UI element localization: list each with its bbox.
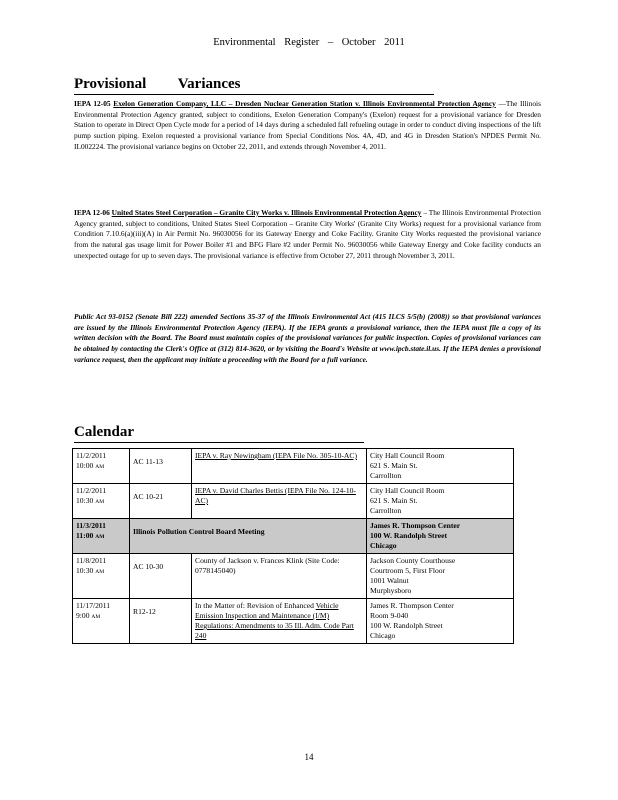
calendar-ampm: AM — [95, 464, 105, 470]
calendar-case-number: AC 10-30 — [130, 554, 192, 599]
running-header: Environmental Register – October 2011 — [213, 37, 405, 48]
calendar-case-caption — [192, 449, 367, 484]
calendar-row — [73, 599, 514, 644]
calendar-heading: Calendar — [74, 424, 134, 440]
calendar-case-caption — [192, 554, 367, 599]
calendar-heading-rule — [74, 442, 364, 443]
calendar-row — [73, 554, 514, 599]
provisional-heading-rule — [74, 94, 434, 95]
calendar-date: 11/8/2011 — [76, 556, 107, 565]
calendar-location-line: 1001 Walnut — [370, 576, 409, 585]
calendar-caption-text: County of Jackson v. Frances Klink (Site Code: 0778145040) — [195, 556, 340, 575]
calendar-location-line: Murphysboro — [370, 586, 412, 595]
calendar-time: 10:30 — [76, 496, 94, 505]
calendar-case-number: AC 10-21 — [130, 484, 192, 519]
calendar-time-line — [76, 496, 126, 507]
calendar-location — [367, 449, 514, 484]
calendar-time: 11:00 — [76, 531, 94, 540]
calendar-location-line: Courtroom 5, First Floor — [370, 566, 446, 575]
calendar-time: 10:00 — [76, 461, 94, 470]
calendar-row — [73, 484, 514, 519]
calendar-location — [367, 484, 514, 519]
calendar-date: 11/3/2011 — [76, 521, 106, 530]
calendar-row-board-meeting — [73, 519, 514, 554]
calendar-ampm: AM — [91, 614, 101, 620]
calendar-location-line: 100 W. Randolph Street — [370, 531, 448, 540]
calendar-location-line: 621 S. Main St. — [370, 461, 418, 470]
variance-2-body: – The Illinois Environmental Protection Agency granted, subject to conditions, United States Steel Corporation – Granite City Works' (Granite City Works) request for a provisional variance from Condition 7.10.6(a)(iii)(A) in Air Permit No. 96030056 for its Gateway Energy and Coke Facility. Granite City Works requested the provisional variance from the natural gas usage limit for Power Boiler #1 and BFG Flare #2 under Permit No. 96030056 while Gateway Energy and Coke facility conducts an unexpected outage for up to seven days. The provisional variance is effective from October 27, 2011 through November 3, 2011. — [74, 208, 541, 260]
calendar-time-line — [76, 461, 126, 472]
calendar-case-number: R12-12 — [130, 599, 192, 644]
calendar-date: 11/2/2011 — [76, 451, 107, 460]
calendar-location-line: Jackson County Courthouse — [370, 556, 456, 565]
variance-1-docket: IEPA 12-05 — [74, 99, 111, 108]
variance-2-caption: United States Steel Corporation – Granite City Works v. Illinois Environmental Protection Agency — [111, 208, 422, 217]
calendar-ampm: AM — [95, 499, 105, 505]
page-number: 14 — [304, 752, 314, 762]
variance-item-2 — [74, 208, 541, 262]
calendar-location-line: James R. Thompson Center — [370, 521, 461, 530]
variance-1-caption: Exelon Generation Company, LLC – Dresden Nuclear Generation Station v. Illinois Environmental Protection Agency — [113, 99, 496, 108]
calendar-date-cell — [73, 599, 130, 644]
calendar-table — [72, 448, 514, 644]
calendar-location-line: 621 S. Main St. — [370, 496, 418, 505]
calendar-caption-underlined: IEPA v. Ray Newingham (IEPA File No. 305-10-AC) — [195, 451, 357, 460]
calendar-location-line: Carrollton — [370, 471, 402, 480]
calendar-date: 11/2/2011 — [76, 486, 107, 495]
calendar-location-line: City Hall Council Room — [370, 451, 445, 460]
calendar-location-line: Chicago — [370, 541, 397, 550]
calendar-location-line: Chicago — [370, 631, 396, 640]
calendar-location-line: Room 9-040 — [370, 611, 409, 620]
calendar-time: 10:30 — [76, 566, 94, 575]
calendar-caption-text: In the Matter of: Revision of Enhanced — [195, 601, 314, 610]
calendar-date-cell — [73, 554, 130, 599]
calendar-location-line: James R. Thompson Center — [370, 601, 454, 610]
calendar-date-cell — [73, 484, 130, 519]
calendar-location-line: City Hall Council Room — [370, 486, 445, 495]
calendar-date: 11/17/2011 — [76, 601, 111, 610]
calendar-row — [73, 449, 514, 484]
calendar-time-line — [76, 611, 126, 622]
calendar-time-line — [76, 566, 126, 577]
calendar-date-cell — [73, 519, 130, 554]
calendar-time-line — [76, 531, 126, 542]
calendar-caption-underlined: IEPA v. David Charles Bettis (IEPA File No. 124-10-AC) — [195, 486, 356, 505]
calendar-caption-underlined: Vehicle Emission Inspection and Maintenance (I/M) Regulations: Amendments to 35 Ill. Adm. Code Part 240 — [195, 601, 354, 640]
calendar-location-line: Carrollton — [370, 506, 402, 515]
provisional-variances-heading: Provisional Variances — [74, 76, 241, 92]
calendar-location — [367, 554, 514, 599]
statute-note: Public Act 93-0152 (Senate Bill 222) amended Sections 35-37 of the Illinois Environmental Act (415 ILCS 5/5(b) (2008)) so that provisional variances are issued by the Illinois Environmental Protection Agency (IEPA). If the IEPA grants a provisional variance, then the IEPA must file a copy of its written decision with the Board. The Board must maintain copies of the provisional variances for public inspection. Copies of provisional variances can be obtained by contacting the Clerk's Office at (312) 814-3620, or by visiting the Board's Website at www.ipcb.state.il.us. If the IEPA denies a provisional variance request, then the applicant may initiate a proceeding with the Board for a full variance. — [74, 312, 541, 364]
calendar-time: 9:00 — [76, 611, 90, 620]
variance-2-docket: IEPA 12-06 — [74, 208, 110, 217]
calendar-date-cell — [73, 449, 130, 484]
variance-item-1 — [74, 99, 541, 153]
calendar-case-caption — [192, 484, 367, 519]
calendar-case-number: AC 11-13 — [130, 449, 192, 484]
calendar-location-line: 100 W. Randolph Street — [370, 621, 443, 630]
calendar-location — [367, 519, 514, 554]
calendar-ampm: AM — [95, 569, 105, 575]
calendar-ampm: AM — [95, 534, 105, 540]
calendar-location — [367, 599, 514, 644]
variance-1-body: —The Illinois Environmental Protection Agency granted, subject to conditions, Exelon Generation Company's (Exelon) request for a provisional variance for Dresden Station to operate in Direct Open Cycle mode for a period of 14 days during a scheduled fall refueling outage in order to conduct diving inspections of the lift pump suction piping. Exelon requested a provisional variance from Special Conditions Nos. 4A, 4D, and 4G in Dresden Station's NPDES Permit No. IL002224. The provisional variance begins on October 22, 2011, and extends through November 4, 2011. — [74, 99, 541, 151]
calendar-meeting-title: Illinois Pollution Control Board Meeting — [130, 519, 367, 554]
calendar-case-caption — [192, 599, 367, 644]
